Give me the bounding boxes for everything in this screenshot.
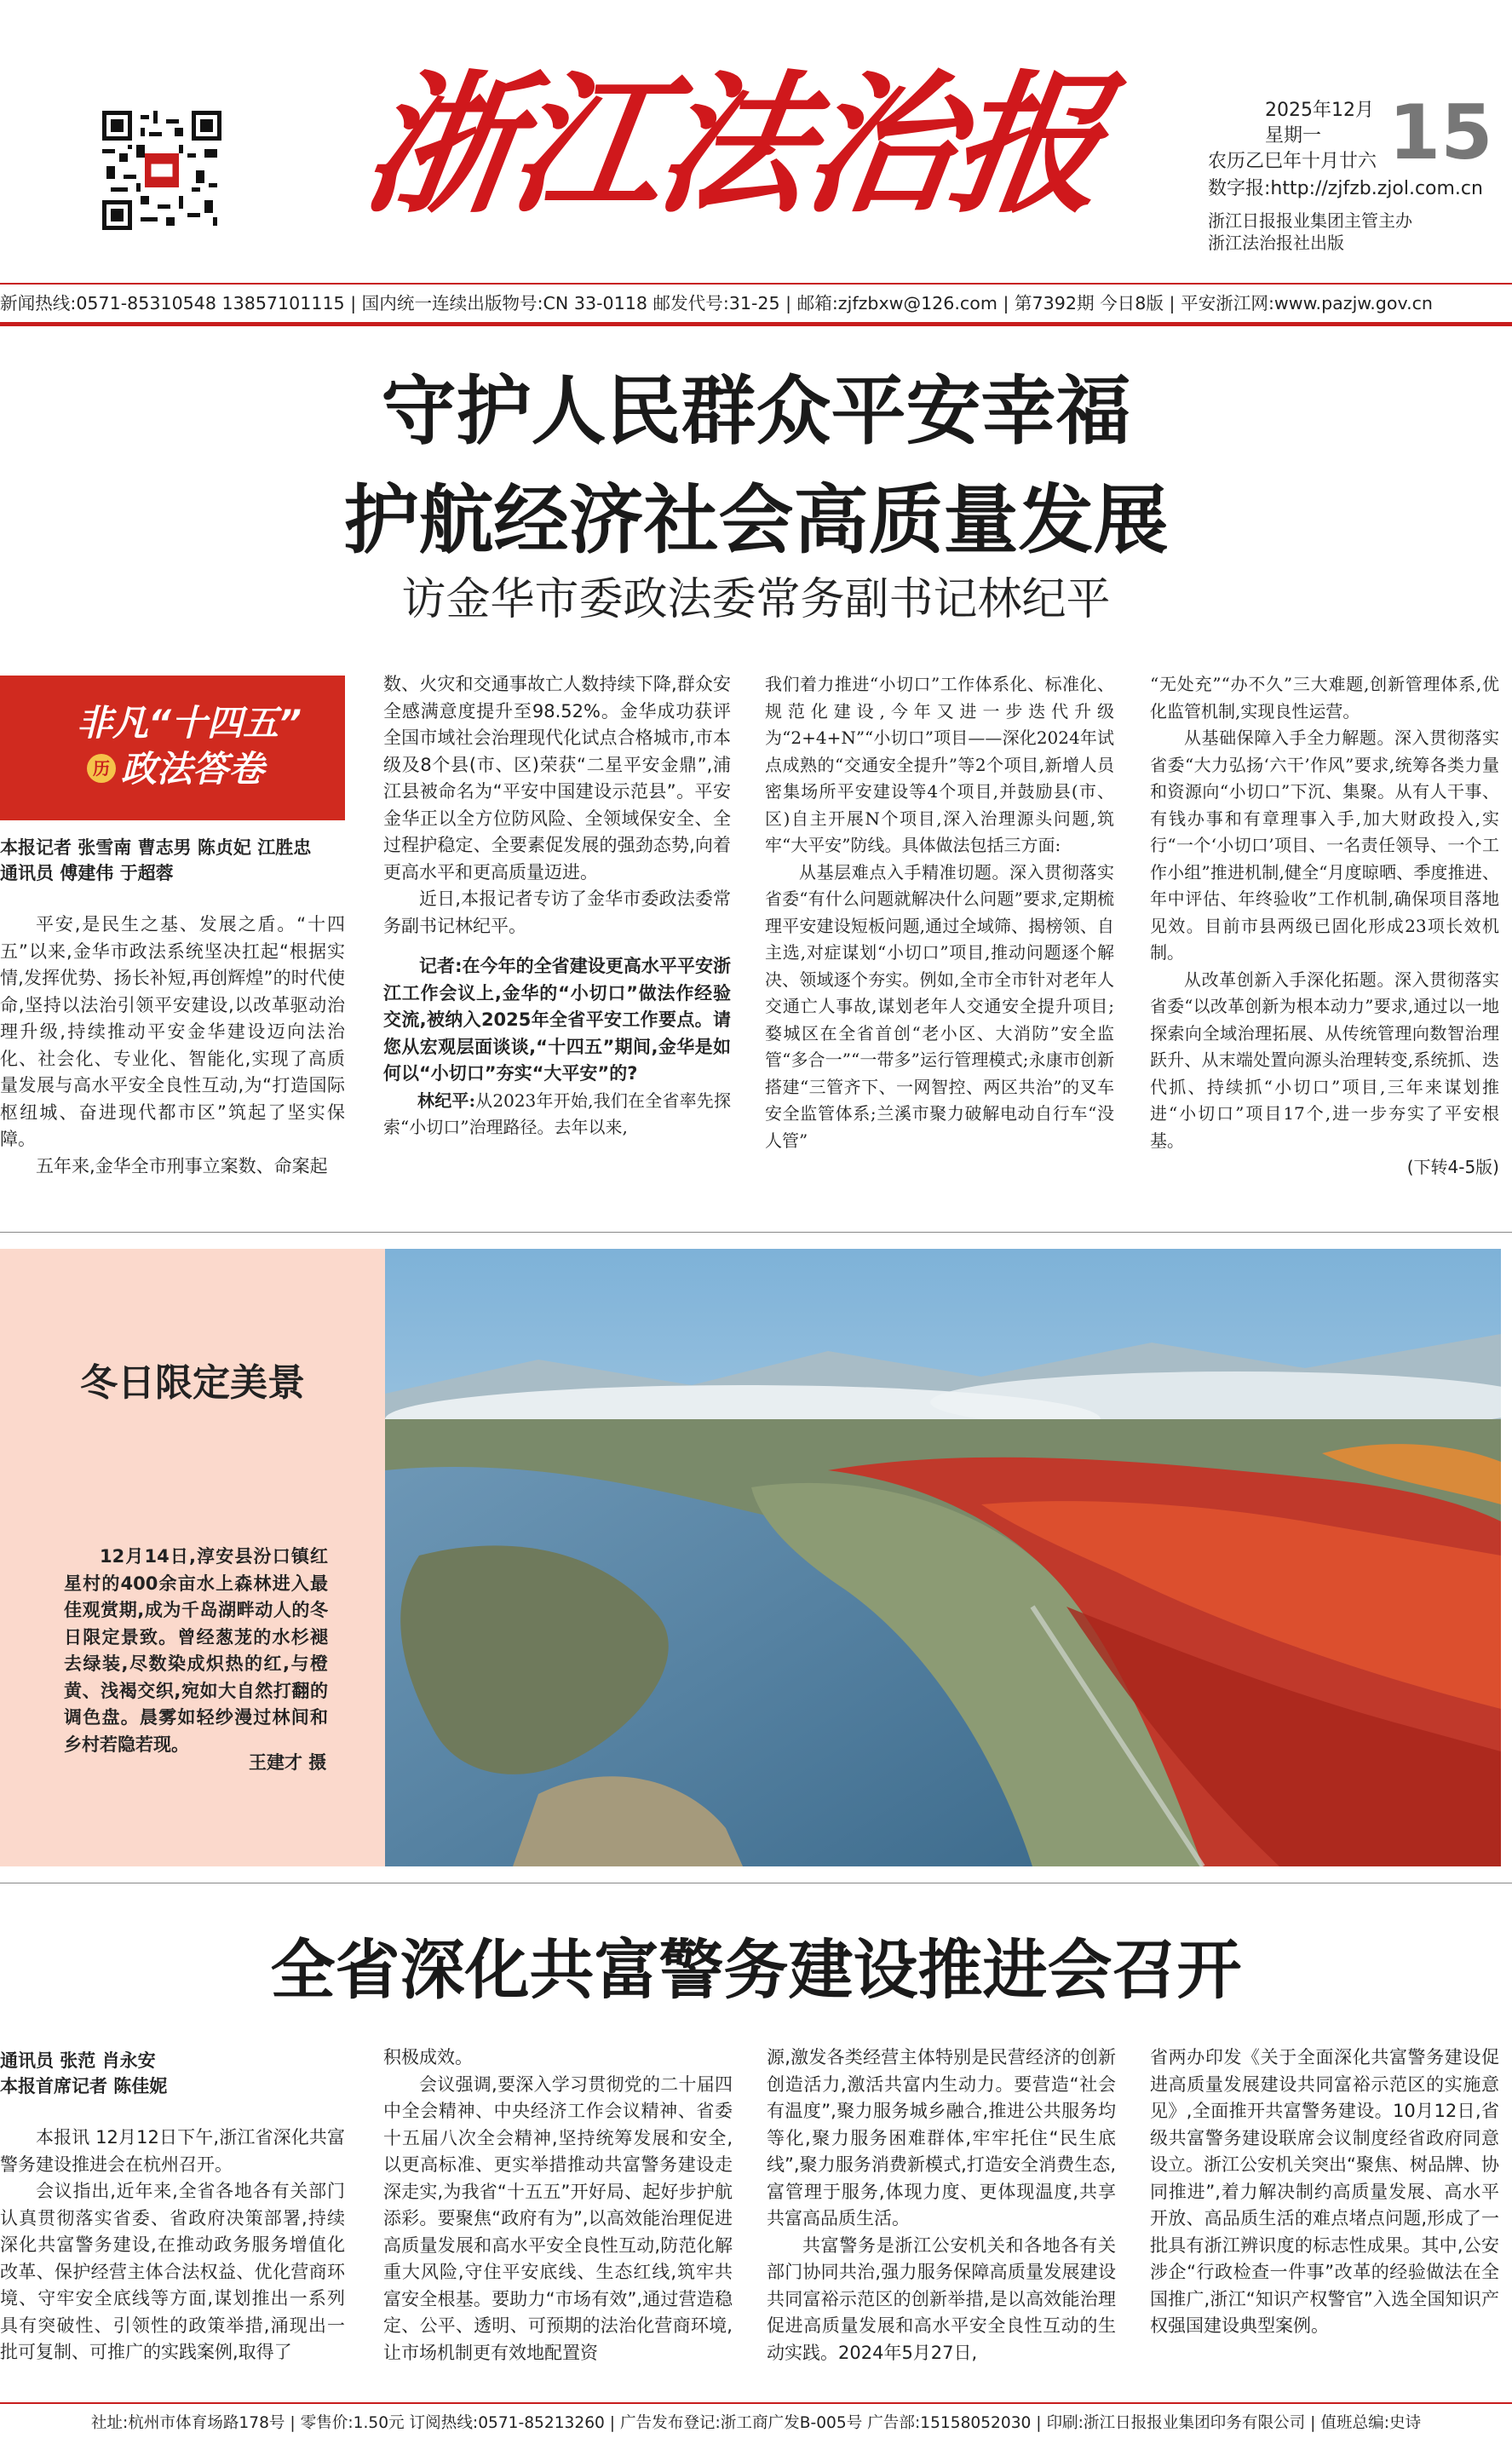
paragraph: 共富警务是浙江公安机关和各地各有关部门协同共治,强力服务保障高质量发展建设共同富裕示范区的创新举措,是以高效能治理促进高质量发展和高水平安全良性互动的生动实践。2024年5月27日,	[767, 2234, 1116, 2363]
photo-credit: 王建才 摄	[249, 1752, 327, 1773]
paragraph: 数、火灾和交通事故亡人数持续下降,群众安全感满意度提升至98.52%。金华成功获评全国市域社会治理现代化试点合格城市,市本级及8个县(市、区)荣获“二星平安金鼎”,浦江县被命名为“平安中国建设示范县”。平安金华正以全方位防风险、全领域保安全、全过程护稳定、全要素促发展的强劲态势,向着更高水平和更高质量迈进。	[383, 674, 731, 883]
paragraph: 会议指出,近年来,全省各地各有关部门认真贯彻落实省委、省政府决策部署,持续深化共富警务建设,在推动政务服务增值化改革、保护经营主体合法权益、优化营商环境、守牢安全底线等方面,谋划推出一系列具有突破性、引领性的政策举措,涌现出一批可复制、可推广的实践案例,取得了	[0, 2181, 345, 2362]
series-badge-line1: 非凡“十四五”	[77, 702, 302, 744]
paragraph: “无处充”“办不久”三大难题,创新管理体系,优化监管机制,实现良性运营。	[1150, 674, 1499, 722]
masthead-title: 浙江法治报	[354, 55, 1112, 233]
lead-byline-reporters: 本报记者 张雪南 曹志男 陈贞妃 江胜忠	[0, 837, 312, 858]
paragraph: 从基础保障入手全力解题。深入贯彻落实省委“大力弘扬‘六干’作风”要求,统筹各类力量和资源向“小切口”下沉、集聚。从有人干事、有钱办事和有章理事入手,加大财政投入,实行“一个‘小切口’项目、一名责任领导、一个工作小组”推进机制,健全“月度晾晒、季度推进、年中评估、年终验收”工作机制,确保项目落地见效。目前市县两级已固化形成23项长效机制。	[1150, 727, 1499, 963]
paragraph: 省两办印发《关于全面深化共富警务建设促进高质量发展建设共同富裕示范区的实施意见》,全面推开共富警务建设。10月12日,省级共富警务建设联席会议制度经省政府同意设立。浙江公安机关突出“聚焦、树品牌、协同推进”,着力解决制约高质量发展、高水平开放、高品质生活的难点堵点问题,形成了一批具有浙江辨识度的标志性成果。其中,公安涉企“行政检查一件事”改革的经验做法在全国推广,浙江“知识产权警官”入选全国知识产权强国建设典型案例。	[1150, 2047, 1499, 2336]
lead-column-2	[383, 671, 731, 1141]
masthead-rule-top	[0, 283, 1512, 285]
interview-answer-text: 从2023年开始,我们在全省率先探索“小切口”治理路径。去年以来,	[383, 1090, 731, 1137]
photo-caption: 12月14日,淳安县汾口镇红星村的400余亩水上森林进入最佳观赏期,成为千岛湖畔动人的冬日限定景致。曾经葱茏的水杉褪去绿装,尽数染成炽热的红,与橙黄、浅褐交织,宛如大自然打翻的调色盘。晨雾如轻纱漫过林间和乡村若隐若现。	[64, 1546, 328, 1755]
second-byline-correspondents: 通讯员 张范 肖永安	[0, 2050, 156, 2071]
lead-column-4	[1150, 671, 1499, 1182]
second-column-1	[0, 2125, 345, 2366]
lead-column-1	[0, 911, 345, 1180]
info-line: 新闻热线:0571-85310548 13857101115 | 国内统一连续出版物号:CN 33-0118 邮发代号:31-25 | 邮箱:zjfzbxw@126.com | 第7392期 今日8版 | 平安浙江网:www.pazjw.gov.cn	[0, 293, 1433, 313]
second-column-2	[383, 2044, 733, 2366]
publisher-line: 浙江法治报社出版	[1208, 233, 1344, 253]
issue-date: 2025年12月	[1265, 100, 1374, 121]
section-divider	[0, 1232, 1512, 1233]
second-column-3	[767, 2044, 1116, 2366]
paragraph: 平安,是民生之基、发展之盾。“十四五”以来,金华市政法系统坚决扛起“根据实情,发挥优势、扬长补短,再创辉煌”的时代使命,坚持以法治引领平安建设,以改革驱动治理升级,持续推动平安金华建设迈向法治化、社会化、专业化、智能化,实现了高质量发展与高水平安全良性互动,为“打造国际枢纽城、奋进现代都市区”筑起了坚实保障。	[0, 914, 345, 1149]
paragraph: 近日,本报记者专访了金华市委政法委常务副书记林纪平。	[383, 888, 731, 936]
winter-forest-photo	[385, 1249, 1501, 1866]
footer-rule	[0, 2402, 1512, 2404]
paragraph: 从基层难点入手精准切题。深入贯彻落实省委“有什么问题就解决什么问题”要求,定期梳理平安建设短板问题,通过全域筛、揭榜领、自主选,对症谋划“小切口”项目,推动问题逐个解决、领域逐个夯实。例如,全市全市针对老年人交通亡人事故,谋划老年人交通安全提升项目;婺城区在全省首创“老小区、大消防”安全监管“多合一”“一带多”运行管理模式;永康市创新搭建“三管齐下、一网智控、两区共治”的叉车安全监管体系;兰溪市聚力破解电动自行车“没人管”	[765, 861, 1114, 1151]
qr-code-graphic	[102, 111, 221, 230]
lead-headline-2: 护航经济社会高质量发展	[343, 475, 1169, 564]
series-badge-mark: 历	[87, 754, 116, 783]
paragraph: 本报讯 12月12日下午,浙江省深化共富警务建设推进会在杭州召开。	[0, 2127, 345, 2175]
second-headline: 全省深化共富警务建设推进会召开	[270, 1932, 1242, 2008]
lunar-date: 农历乙巳年十月廿六	[1208, 151, 1377, 172]
interview-question: 记者:在今年的全省建设更高水平平安浙江工作会议上,金华的“小切口”做法作经验交流,被纳入2025年全省平安工作要点。请您从宏观层面谈谈,“十四五”期间,金华是如何以“小切口”夯实“大平安”的?	[383, 956, 731, 1084]
page-number: 15	[1388, 89, 1493, 176]
sponsor-line: 浙江日报报业集团主管主办	[1208, 210, 1412, 231]
lead-headline-1: 守护人民群众平安幸福	[381, 366, 1131, 455]
photo-label: 冬日限定美景	[80, 1361, 305, 1405]
series-badge	[0, 676, 345, 820]
lead-subhead: 访金华市委政法委常务副书记林纪平	[401, 574, 1111, 625]
paragraph: 从改革创新入手深化拓题。深入贯彻落实省委“以改革创新为根本动力”要求,通过以一地探索向全域治理拓展、从传统管理向数智治理跃升、从末端处置向源头治理转变,系统抓、迭代抓、持续抓“小切口”项目,三年来谋划推进“小切口”项目17个,进一步夯实了平安根基。	[1150, 969, 1499, 1151]
series-badge-line2: 政法答卷	[121, 748, 265, 790]
lead-byline-correspondents: 通讯员 傅建伟 于超蓉	[0, 863, 174, 883]
interview-answer-name: 林纪平:	[417, 1090, 475, 1111]
interview-answer	[383, 1088, 731, 1141]
paragraph: 积极成效。	[383, 2047, 473, 2067]
footer-info: 社址:杭州市体育场路178号 | 零售价:1.50元 订阅热线:0571-85213260 | 广告发布登记:浙工商广发B-005号 广告部:15158052030 | 印刷:浙江日报报业集团印务有限公司 | 值班总编:史诗	[90, 2414, 1422, 2432]
paragraph: 我们着力推进“小切口”工作体系化、标准化、规范化建设,今年又进一步迭代升级为“2+4+N”“小切口”项目——深化2024年试点成熟的“交通安全提升”等2个项目,新增人员密集场所平安建设等4个项目,并鼓励县(市、区)自主开展N个项目,深入治理源头问题,筑牢“大平安”防线。具体做法包括三方面:	[765, 674, 1114, 855]
continued-note[interactable]: (下转4-5版)	[1406, 1157, 1499, 1177]
qr-code	[102, 111, 221, 230]
digital-edition-url[interactable]: 数字报:http://zjfzb.zjol.com.cn	[1208, 178, 1483, 199]
paragraph: 五年来,金华全市刑事立案数、命案起	[36, 1155, 328, 1176]
landscape-illustration	[385, 1249, 1501, 1866]
issue-weekday: 星期一	[1265, 125, 1322, 147]
paragraph: 源,激发各类经营主体特别是民营经济的创新创造活力,激活共富内生动力。要营造“社会有温度”,聚力服务城乡融合,推进公共服务均等化,聚力服务困难群体,牢牢托住“民生底线”,聚力服务消费新模式,打造安全消费生态,富管理于服务,体现力度、更体现温度,共享共富高品质生活。	[767, 2047, 1116, 2228]
lead-column-3	[765, 671, 1114, 1154]
second-column-4	[1150, 2044, 1499, 2340]
second-byline-reporter: 本报首席记者 陈佳妮	[0, 2076, 168, 2096]
masthead-rule-bottom	[0, 322, 1512, 326]
paragraph: 会议强调,要深入学习贯彻党的二十届四中全会精神、中央经济工作会议精神、省委十五届八次全会精神,坚持统筹发展和安全,以更高标准、更实举措推动共富警务建设走深走实,为我省“十五五”开好局、起好步护航添彩。要聚焦“政府有为”,以高效能治理促进高质量发展和高水平安全良性互动,防范化解重大风险,守住平安底线、生态红线,筑牢共富安全根基。要助力“市场有效”,通过营造稳定、公平、透明、可预期的法治化营商环境,让市场机制更有效地配置资	[383, 2073, 733, 2363]
photo-caption-panel	[0, 1249, 385, 1866]
